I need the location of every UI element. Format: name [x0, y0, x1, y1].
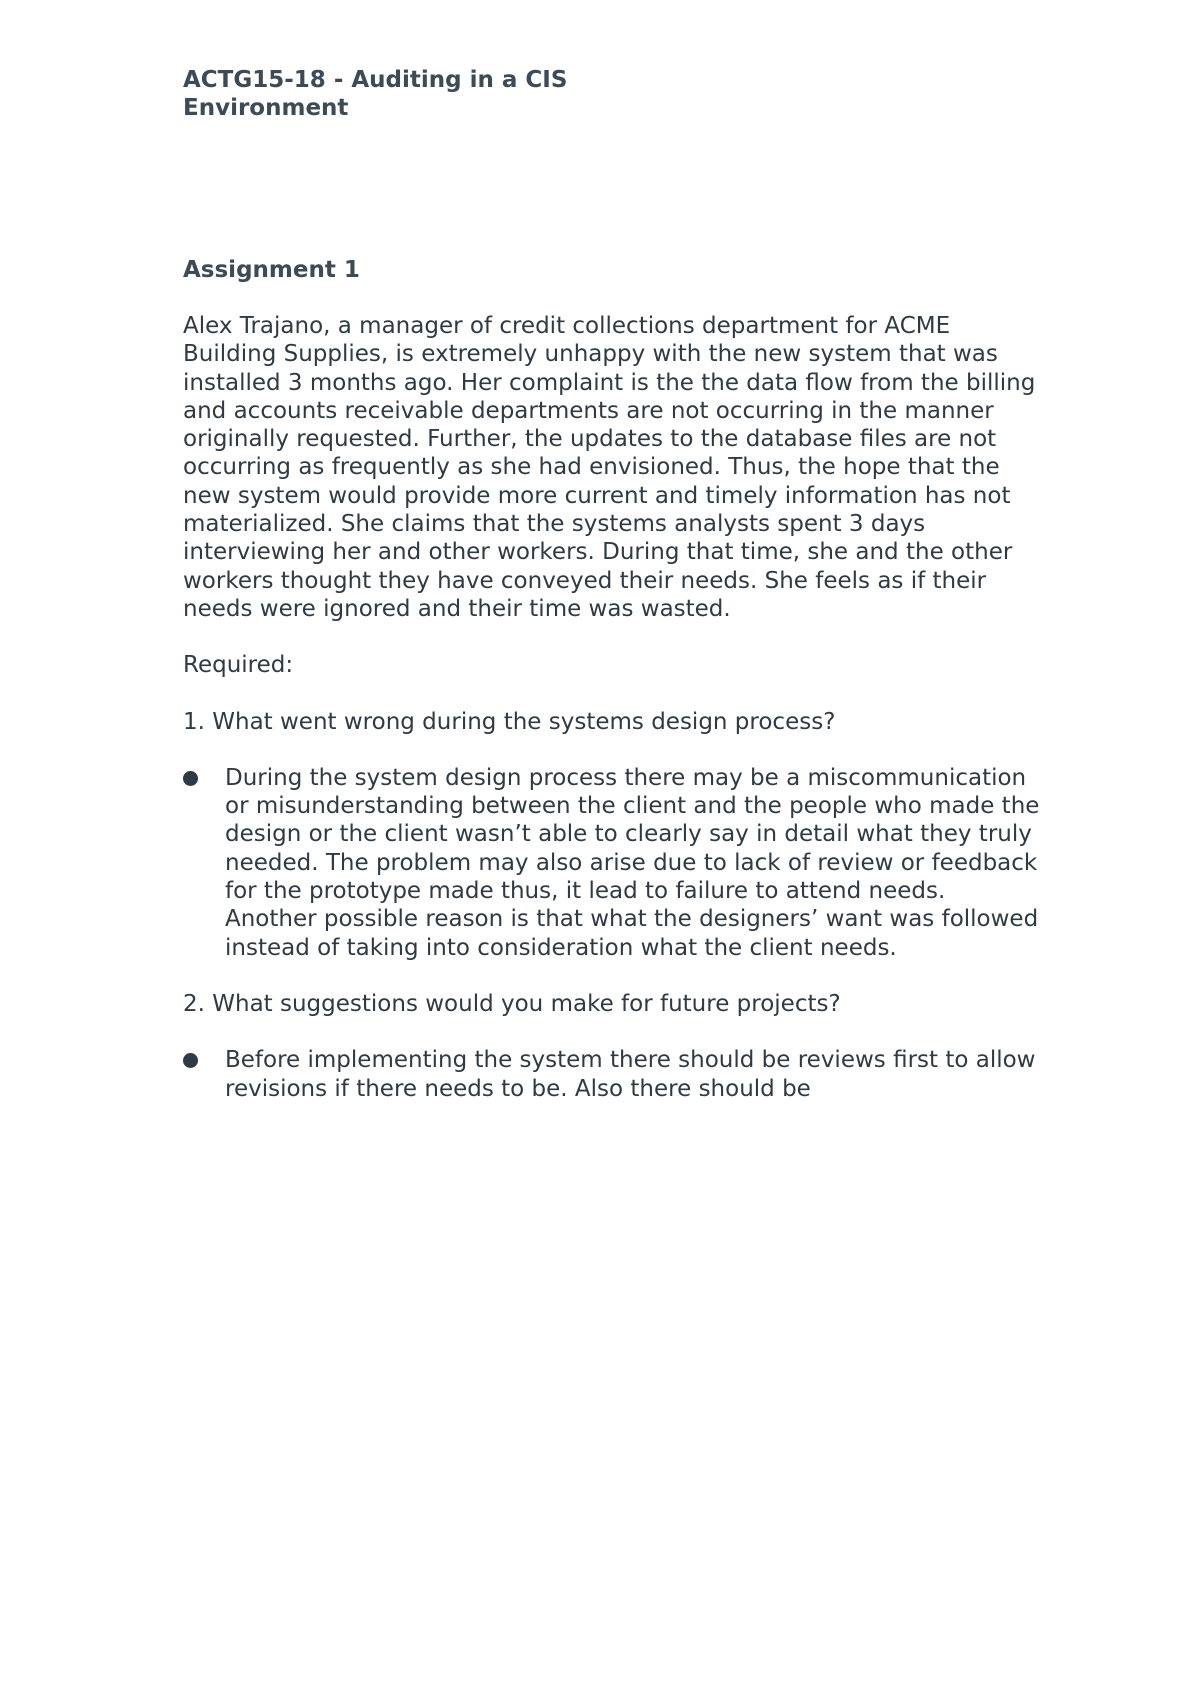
document-page	[183, 66, 1043, 1103]
scenario-paragraph: Alex Trajano, a manager of credit collections department for ACME Building Supplies, is extremely unhappy with the new system that was installed 3 months ago. Her complaint is the the data flow from the billing and accounts receivable departments are not occurring in the manner originally requested. Further, the updates to the database files are not occurring as frequently as she had envisioned. Thus, the hope that the new system would provide more current and timely information has not materialized. She claims that the systems analysts spent 3 days interviewing her and other workers. During that time, she and the other workers thought they have conveyed their needs. She feels as if their needs were ignored and their time was wasted.	[183, 313, 1036, 622]
answer-1-text: During the system design process there may be a miscommunication or misunderstanding between the client and the people who made the design or the client wasn’t able to clearly say in detail what they truly needed. The problem may also arise due to lack of review or feedback for the prototype made thus, it lead to failure to attend needs. Another possible reason is that what the designers’ want was followed instead of taking into consideration what the client needs.	[225, 764, 1040, 961]
assignment-heading: Assignment 1	[183, 257, 360, 283]
question-2: 2. What suggestions would you make for future projects?	[183, 990, 841, 1017]
answer-2-text: Before implementing the system there should be reviews first to allow revisions if there needs to be. Also there should be	[225, 1047, 1036, 1102]
answer-1	[183, 764, 1043, 962]
document-title	[183, 66, 1043, 122]
question-1: 1. What went wrong during the systems design process?	[183, 708, 836, 735]
title-line-1: ACTG15-18 - Auditing in a CIS	[183, 67, 568, 93]
bullet-icon	[183, 771, 198, 786]
bullet-icon	[183, 1053, 198, 1068]
title-line-2: Environment	[183, 95, 349, 121]
answer-2	[183, 1046, 1043, 1103]
required-label: Required:	[183, 652, 294, 679]
